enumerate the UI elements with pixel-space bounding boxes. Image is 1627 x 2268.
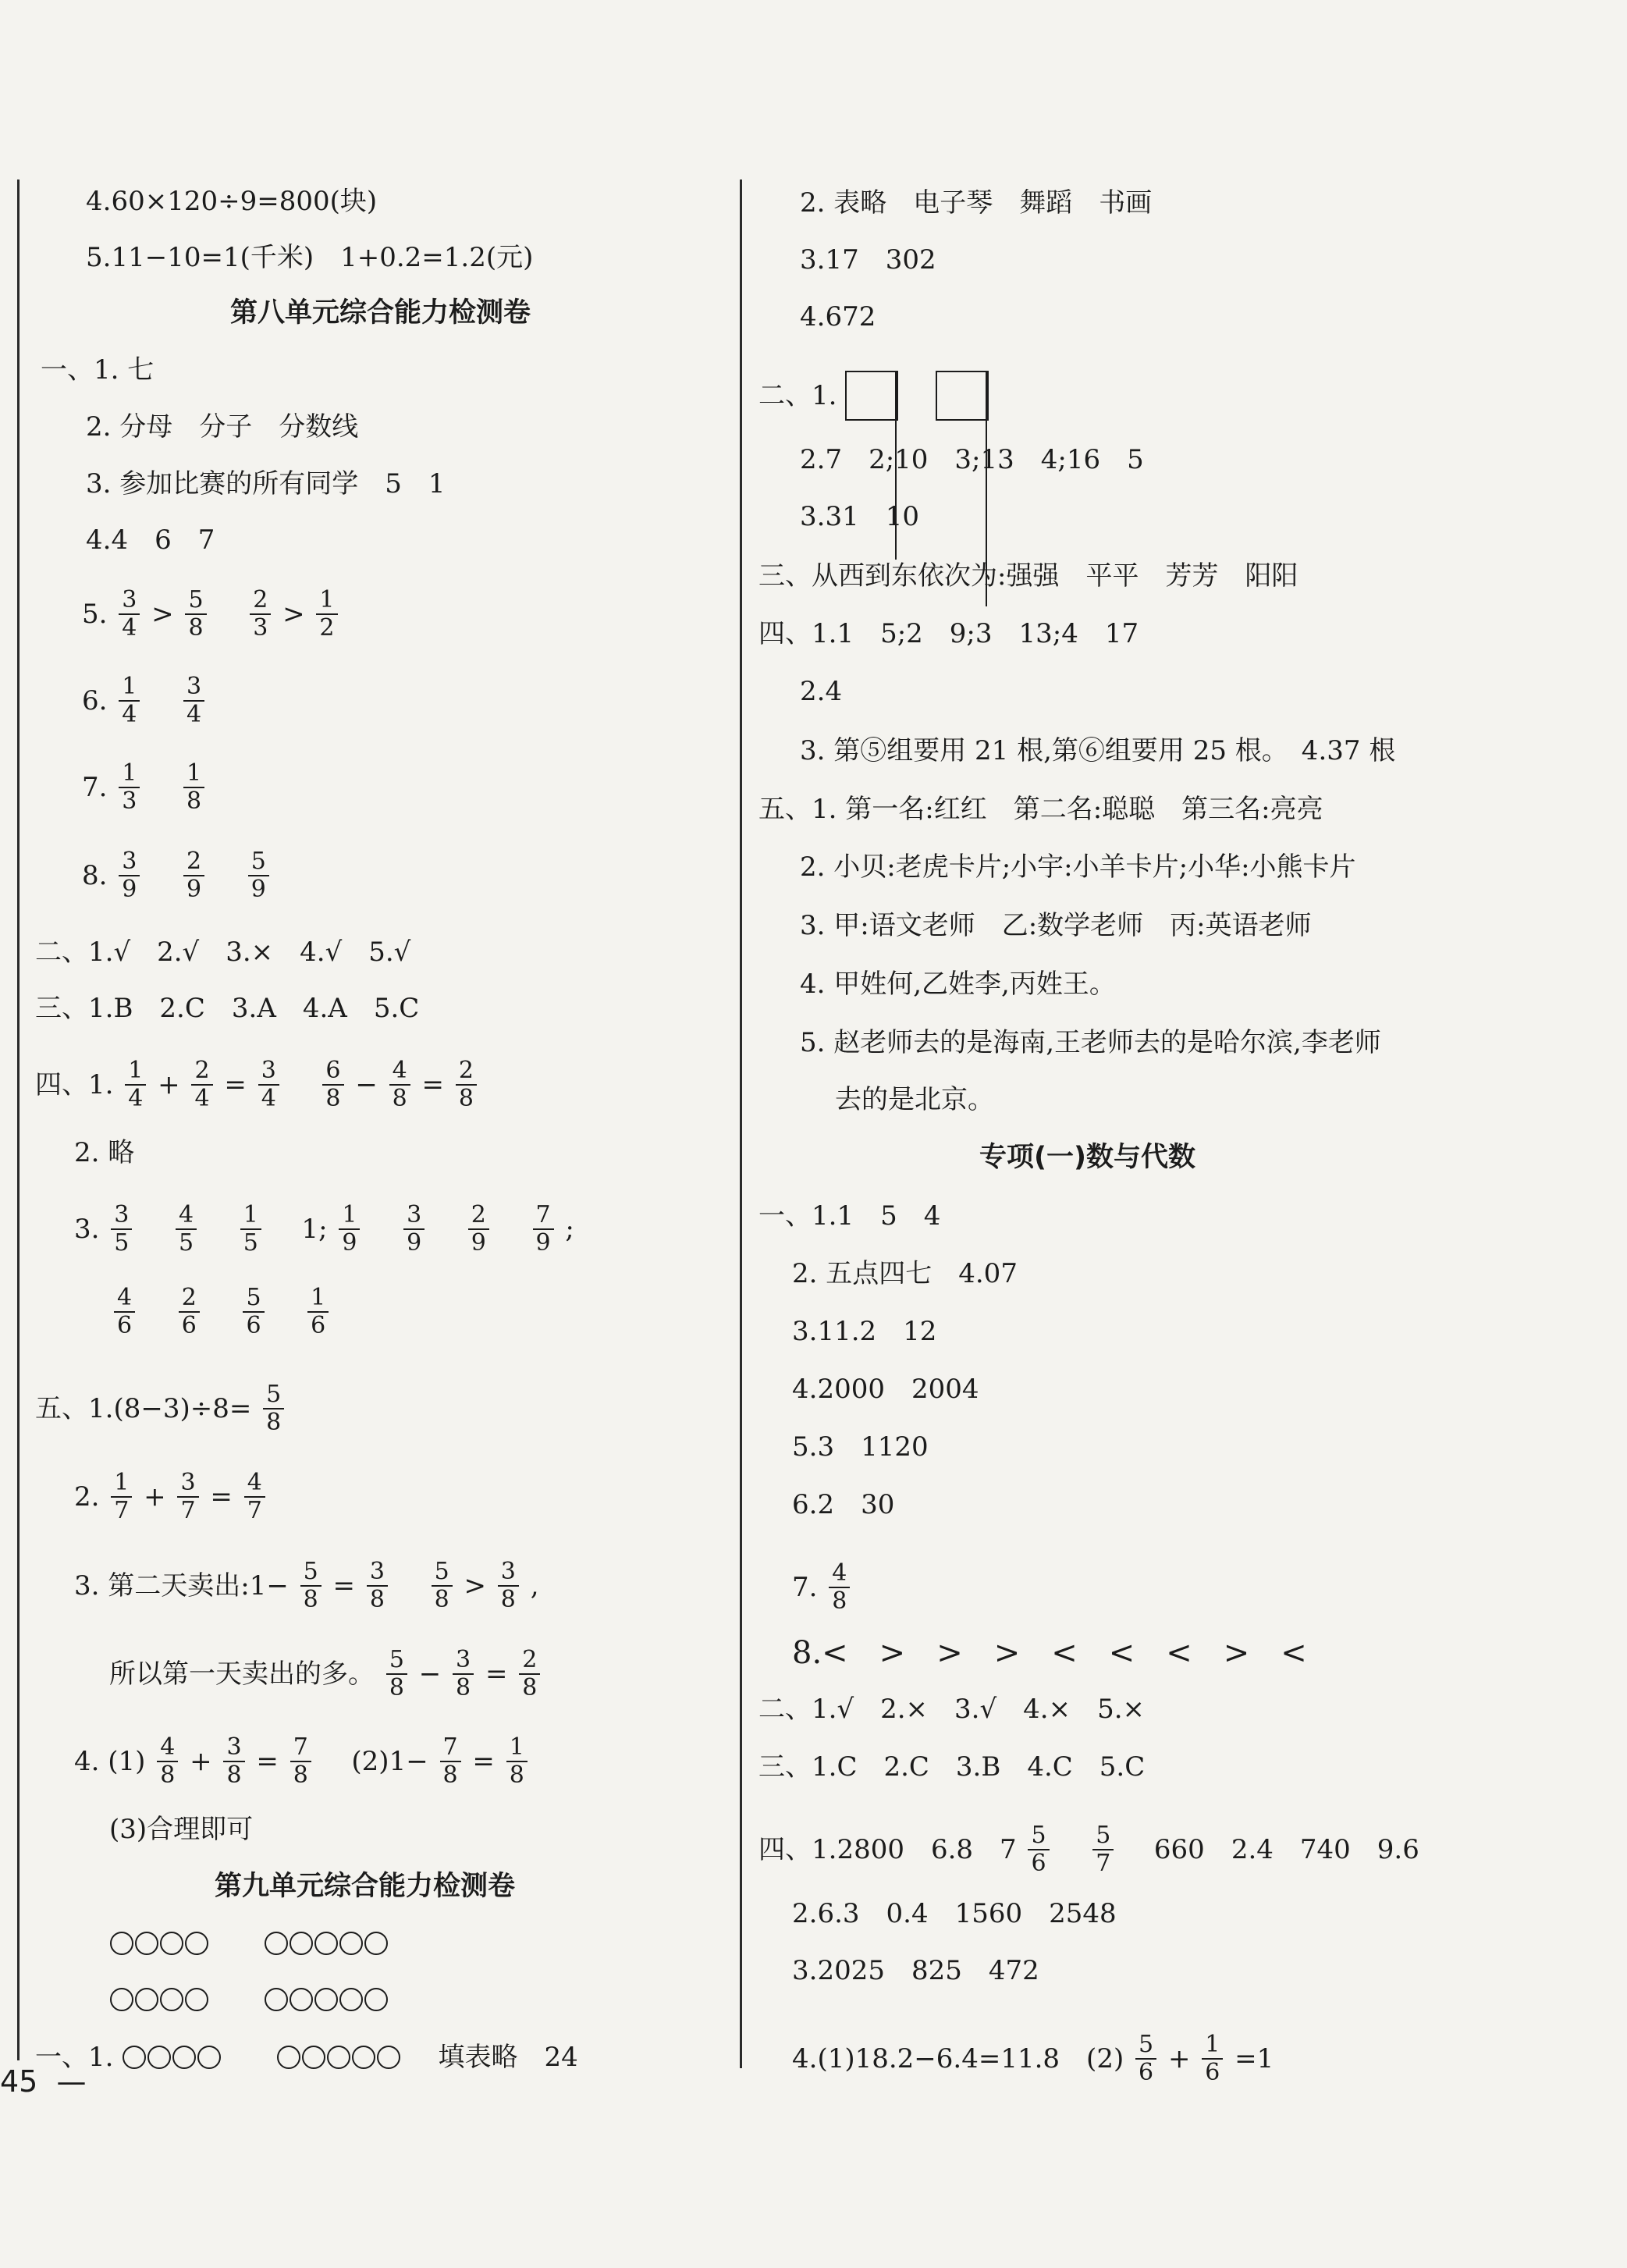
fraction: $\frac{1}{9}$: [339, 1202, 360, 1257]
circle-row: [109, 1982, 389, 2014]
fraction: $\frac{1}{8}$: [506, 1734, 528, 1789]
answer-line: 3. 第⑤组要用 21 根,第⑥组要用 25 根。 4.37 根: [800, 735, 1396, 766]
fraction: $\frac{5}{9}$: [248, 848, 269, 903]
answer-line: 三、1.B 2.C 3.A 4.A 5.C: [35, 993, 420, 1024]
answer-line: 2. 五点四七 4.07: [792, 1258, 1018, 1289]
answer-line: 4.672: [800, 301, 876, 332]
fraction: $\frac{2}{8}$: [456, 1058, 477, 1112]
fraction: $\frac{3}{9}$: [403, 1202, 425, 1257]
answer-line: 8.< > > > < < < > <: [792, 1635, 1307, 1671]
fraction: $\frac{5}{8}$: [386, 1647, 407, 1701]
fraction: $\frac{1}{4}$: [125, 1058, 146, 1112]
section-heading-unit8: 第八单元综合能力检测卷: [230, 297, 531, 329]
fraction-answer-line: 四、1. $\frac{1}{4}$ + $\frac{2}{4}$ = $\frac{3}{4}$ $\frac{6}{8}$ − $\frac{4}{8}$ = $\frac{2}{8}$: [35, 1058, 480, 1112]
page-number: 45 —: [0, 2064, 87, 2099]
fraction: $\frac{1}{5}$: [240, 1202, 261, 1257]
answer-line: 5.3 1120: [792, 1431, 929, 1463]
fraction: $\frac{3}{4}$: [183, 674, 204, 728]
fraction-answer-line: 8. $\frac{3}{9}$ $\frac{2}{9}$ $\frac{5}{9}$: [82, 848, 272, 903]
fraction: $\frac{3}{8}$: [453, 1647, 474, 1701]
fraction: $\frac{3}{8}$: [223, 1734, 244, 1789]
answer-line: 去的是北京。: [835, 1084, 994, 1115]
fraction-answer-line: 5. $\frac{3}{4}$ > $\frac{5}{8}$ $\frac{2}{3}$ > $\frac{1}{2}$: [82, 587, 341, 642]
fraction: $\frac{5}{6}$: [1135, 2032, 1156, 2086]
fraction: $\frac{3}{4}$: [119, 587, 140, 642]
answer-line: 4. 甲姓何,乙姓李,丙姓王。: [800, 969, 1116, 1000]
fraction-answer-line: 五、1.(8−3)÷8= $\frac{5}{8}$: [35, 1381, 287, 1436]
fraction: $\frac{3}{7}$: [177, 1470, 198, 1524]
fraction-answer-line: 四、1.2800 6.8 7 $\frac{5}{6}$ $\frac{5}{7}$ 660 2.4 740 9.6: [758, 1822, 1419, 1877]
fraction: $\frac{7}{8}$: [290, 1734, 311, 1789]
section-heading-unit9: 第九单元综合能力检测卷: [215, 1871, 516, 1902]
answer-line: 3.17 302: [800, 244, 936, 276]
answer-line: 3. 甲:语文老师 乙:数学老师 丙:英语老师: [800, 910, 1312, 941]
answer-line: 4.4 6 7: [86, 524, 215, 556]
fraction: $\frac{5}{6}$: [243, 1285, 264, 1339]
fraction: $\frac{4}{8}$: [157, 1734, 178, 1789]
fraction: $\frac{4}{8}$: [389, 1058, 410, 1112]
answer-line: 2.6.3 0.4 1560 2548: [792, 1898, 1117, 1929]
answer-line: (3)合理即可: [109, 1814, 254, 1845]
answer-line: 4.60×120÷9=800(块): [86, 186, 378, 217]
fraction-answer-line: 7. $\frac{4}{8}$: [792, 1560, 853, 1615]
fraction: $\frac{2}{3}$: [250, 587, 271, 642]
fraction-answer-line: 4.(1)18.2−6.4=11.8 (2) $\frac{5}{6}$ + $\frac{1}{6}$ =1: [792, 2031, 1274, 2086]
fraction: $\frac{1}{4}$: [119, 674, 140, 728]
answer-line: 三、从西到东依次为:强强 平平 芳芳 阳阳: [758, 560, 1298, 592]
fraction: $\frac{3}{5}$: [111, 1202, 132, 1257]
fraction: $\frac{1}{2}$: [316, 587, 337, 642]
answer-line: 5.11−10=1(千米) 1+0.2=1.2(元): [86, 242, 534, 273]
fraction: $\frac{1}{6}$: [307, 1285, 329, 1339]
fraction-answer-line: [111, 1285, 332, 1339]
fraction: $\frac{5}{8}$: [300, 1559, 321, 1613]
fraction-answer-line: 3. 第二天卖出:1− $\frac{5}{8}$ = $\frac{3}{8}$ $\frac{5}{8}$ > $\frac{3}{8}$ ,: [74, 1558, 539, 1613]
answer-line: 3.31 10: [800, 501, 919, 532]
answer-line: 2.7 2;10 3;13 4;16 5: [800, 444, 1144, 475]
answer-line: 3. 参加比赛的所有同学 5 1: [86, 468, 446, 499]
answer-line: 2.4: [800, 676, 843, 707]
circle-row: [109, 1926, 389, 1957]
answer-boxes-5: [845, 371, 898, 421]
fraction: $\frac{4}{8}$: [829, 1560, 850, 1615]
left-column-rule: [17, 180, 20, 2060]
answer-line: 3.11.2 12: [792, 1316, 937, 1347]
fraction: $\frac{2}{9}$: [183, 848, 204, 903]
answer-boxes-6: [936, 371, 989, 421]
fraction: $\frac{4}{6}$: [114, 1285, 135, 1339]
answer-line: 一、1. 填表略 24: [35, 2042, 578, 2073]
fraction: $\frac{5}{8}$: [263, 1381, 284, 1436]
fraction: $\frac{3}{8}$: [367, 1559, 388, 1613]
answer-line: 5. 赵老师去的是海南,王老师去的是哈尔滨,李老师: [800, 1027, 1381, 1058]
fraction: $\frac{5}{8}$: [432, 1559, 453, 1613]
fraction: $\frac{5}{7}$: [1092, 1822, 1114, 1877]
answer-line: 二、1.√ 2.× 3.√ 4.× 5.×: [758, 1694, 1145, 1725]
section-heading-special-1: 专项(一)数与代数: [979, 1142, 1195, 1173]
answer-line: 3.2025 825 472: [792, 1955, 1039, 1986]
fraction: $\frac{7}{9}$: [533, 1202, 554, 1257]
fraction: $\frac{4}{7}$: [244, 1470, 265, 1524]
answer-line: 五、1. 第一名:红红 第二名:聪聪 第三名:亮亮: [758, 794, 1323, 825]
fraction-answer-line: 4. (1) $\frac{4}{8}$ + $\frac{3}{8}$ = $\frac{7}{8}$ (2)1− $\frac{7}{8}$ = $\frac{1}{8}$: [74, 1734, 531, 1789]
answer-line: 二、1.: [758, 371, 989, 421]
answer-line: 4.2000 2004: [792, 1374, 979, 1405]
fraction: $\frac{3}{9}$: [119, 848, 140, 903]
answer-line: 四、1.1 5;2 9;3 13;4 17: [758, 618, 1139, 649]
fraction: $\frac{2}{9}$: [468, 1202, 489, 1257]
answer-line: 6.2 30: [792, 1489, 895, 1520]
answer-line: 三、1.C 2.C 3.B 4.C 5.C: [758, 1751, 1146, 1783]
fraction: $\frac{2}{6}$: [179, 1285, 200, 1339]
fraction: $\frac{4}{5}$: [176, 1202, 197, 1257]
fraction: $\frac{1}{7}$: [111, 1470, 132, 1524]
fraction-answer-line: 2. $\frac{1}{7}$ + $\frac{3}{7}$ = $\frac{4}{7}$: [74, 1470, 268, 1524]
fraction: $\frac{3}{4}$: [258, 1058, 279, 1112]
answer-line: 2. 略: [74, 1137, 135, 1168]
fraction-answer-line: 7. $\frac{1}{3}$ $\frac{1}{8}$: [82, 760, 208, 815]
answer-line: 一、1. 七: [41, 354, 155, 386]
fraction: $\frac{1}{6}$: [1202, 2032, 1223, 2086]
fraction: $\frac{5}{6}$: [1028, 1822, 1049, 1877]
fraction: $\frac{5}{8}$: [185, 587, 206, 642]
answer-line: 2. 表略 电子琴 舞蹈 书画: [800, 187, 1153, 219]
fraction-answer-line: 3. $\frac{3}{5}$ $\frac{4}{5}$ $\frac{1}{5}$ 1; $\frac{1}{9}$ $\frac{3}{9}$ $\frac{2}{9}$ $\frac{7}{9}$ ;: [74, 1201, 574, 1257]
page-dash: —: [56, 2064, 87, 2099]
answer-line: 二、1.√ 2.√ 3.× 4.√ 5.√: [35, 937, 411, 968]
answer-line: 2. 小贝:老虎卡片;小宇:小羊卡片;小华:小熊卡片: [800, 851, 1356, 883]
fraction-answer-line: 6. $\frac{1}{4}$ $\frac{3}{4}$: [82, 674, 208, 728]
fraction: $\frac{1}{8}$: [183, 760, 204, 815]
fraction: $\frac{2}{8}$: [519, 1647, 540, 1701]
fraction: $\frac{3}{8}$: [498, 1559, 519, 1613]
answer-line: 2. 分母 分子 分数线: [86, 411, 359, 443]
fraction: $\frac{2}{4}$: [191, 1058, 212, 1112]
fraction-answer-line: 所以第一天卖出的多。 $\frac{5}{8}$ − $\frac{3}{8}$ = $\frac{2}{8}$: [109, 1647, 543, 1701]
answer-line: 一、1.1 5 4: [758, 1200, 941, 1232]
fraction: $\frac{1}{3}$: [119, 760, 140, 815]
fraction: $\frac{6}{8}$: [322, 1058, 343, 1112]
fraction: $\frac{7}{8}$: [440, 1734, 461, 1789]
center-column-rule: [740, 180, 742, 2068]
